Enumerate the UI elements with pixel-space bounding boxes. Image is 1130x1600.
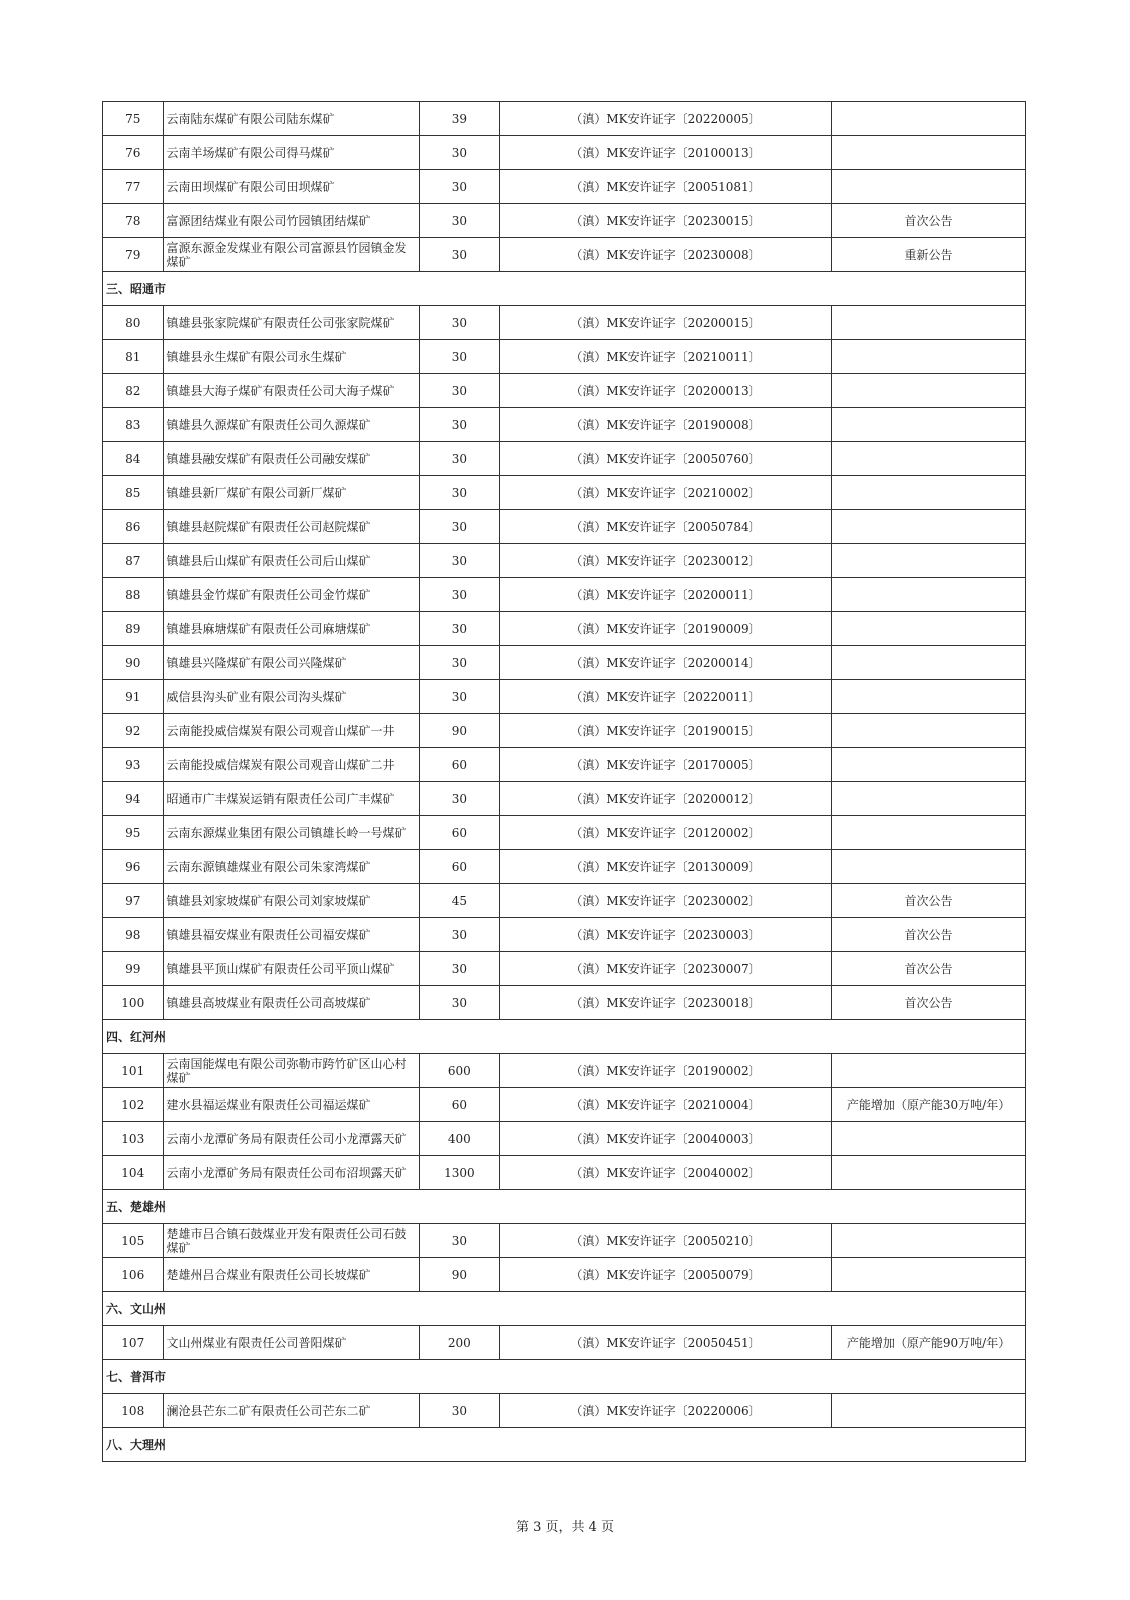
- row-number: 105: [103, 1224, 164, 1258]
- table-row: [103, 816, 1026, 850]
- section-header: 八、大理州: [103, 1428, 1026, 1462]
- remark: [832, 714, 1026, 748]
- table-row: [103, 986, 1026, 1020]
- mine-name: 镇雄县新厂煤矿有限公司新厂煤矿: [163, 476, 419, 510]
- mine-name: 云南国能煤电有限公司弥勒市跨竹矿区山心村煤矿: [163, 1054, 419, 1088]
- capacity-value: 60: [419, 850, 499, 884]
- mine-name: 云南陆东煤矿有限公司陆东煤矿: [163, 102, 419, 136]
- table-row: [103, 1088, 1026, 1122]
- remark: [832, 748, 1026, 782]
- capacity-value: 30: [419, 612, 499, 646]
- capacity-value: 30: [419, 986, 499, 1020]
- mine-name: 镇雄县平顶山煤矿有限责任公司平顶山煤矿: [163, 952, 419, 986]
- remark: 重新公告: [832, 238, 1026, 272]
- remark: [832, 782, 1026, 816]
- remark: [832, 1122, 1026, 1156]
- row-number: 102: [103, 1088, 164, 1122]
- page-footer: 第 3 页，共 4 页: [515, 1520, 615, 1535]
- row-number: 99: [103, 952, 164, 986]
- remark: [832, 442, 1026, 476]
- capacity-value: 200: [419, 1326, 499, 1360]
- capacity-value: 30: [419, 1224, 499, 1258]
- mine-name: 镇雄县兴隆煤矿有限公司兴隆煤矿: [163, 646, 419, 680]
- table-row: [103, 748, 1026, 782]
- mine-name: 昭通市广丰煤炭运销有限责任公司广丰煤矿: [163, 782, 419, 816]
- capacity-value: 30: [419, 476, 499, 510]
- row-number: 82: [103, 374, 164, 408]
- license-number: （滇）MK安许证字〔20220005〕: [499, 102, 831, 136]
- row-number: 77: [103, 170, 164, 204]
- row-number: 95: [103, 816, 164, 850]
- remark: [832, 646, 1026, 680]
- mine-name: 楚雄市吕合镇石鼓煤业开发有限责任公司石鼓煤矿: [163, 1224, 419, 1258]
- license-number: （滇）MK安许证字〔20220011〕: [499, 680, 831, 714]
- section-header-row: [103, 1190, 1026, 1224]
- license-number: （滇）MK安许证字〔20190015〕: [499, 714, 831, 748]
- table-row: [103, 374, 1026, 408]
- remark: [832, 578, 1026, 612]
- row-number: 92: [103, 714, 164, 748]
- mine-name: 富源东源金发煤业有限公司富源县竹园镇金发煤矿: [163, 238, 419, 272]
- row-number: 91: [103, 680, 164, 714]
- license-number: （滇）MK安许证字〔20200015〕: [499, 306, 831, 340]
- mine-name: 镇雄县永生煤矿有限公司永生煤矿: [163, 340, 419, 374]
- capacity-value: 30: [419, 170, 499, 204]
- table-row: [103, 544, 1026, 578]
- capacity-value: 60: [419, 1088, 499, 1122]
- license-number: （滇）MK安许证字〔20051081〕: [499, 170, 831, 204]
- license-number: （滇）MK安许证字〔20230002〕: [499, 884, 831, 918]
- capacity-value: 30: [419, 408, 499, 442]
- remark: [832, 340, 1026, 374]
- table-row: [103, 408, 1026, 442]
- license-number: （滇）MK安许证字〔20040002〕: [499, 1156, 831, 1190]
- capacity-value: 30: [419, 510, 499, 544]
- mine-name: 镇雄县金竹煤矿有限责任公司金竹煤矿: [163, 578, 419, 612]
- mine-name: 镇雄县福安煤业有限责任公司福安煤矿: [163, 918, 419, 952]
- row-number: 94: [103, 782, 164, 816]
- remark: [832, 408, 1026, 442]
- mine-name: 云南小龙潭矿务局有限责任公司小龙潭露天矿: [163, 1122, 419, 1156]
- section-header-row: [103, 1360, 1026, 1394]
- capacity-value: 45: [419, 884, 499, 918]
- capacity-value: 30: [419, 918, 499, 952]
- mine-name: 镇雄县刘家坡煤矿有限公司刘家坡煤矿: [163, 884, 419, 918]
- table-row: [103, 714, 1026, 748]
- mine-name: 建水县福运煤业有限责任公司福运煤矿: [163, 1088, 419, 1122]
- table-row: [103, 340, 1026, 374]
- row-number: 90: [103, 646, 164, 680]
- capacity-value: 30: [419, 340, 499, 374]
- table-row: [103, 1258, 1026, 1292]
- remark: [832, 544, 1026, 578]
- mine-name: 云南东源镇雄煤业有限公司朱家湾煤矿: [163, 850, 419, 884]
- license-number: （滇）MK安许证字〔20230007〕: [499, 952, 831, 986]
- capacity-value: 30: [419, 544, 499, 578]
- capacity-value: 30: [419, 136, 499, 170]
- table-row: [103, 1326, 1026, 1360]
- table-row: [103, 238, 1026, 272]
- capacity-value: 30: [419, 374, 499, 408]
- license-number: （滇）MK安许证字〔20050210〕: [499, 1224, 831, 1258]
- capacity-value: 30: [419, 1394, 499, 1428]
- mine-name: 云南小龙潭矿务局有限责任公司布沼坝露天矿: [163, 1156, 419, 1190]
- capacity-value: 60: [419, 748, 499, 782]
- remark: [832, 850, 1026, 884]
- remark: [832, 102, 1026, 136]
- section-header-row: [103, 1292, 1026, 1326]
- remark: [832, 510, 1026, 544]
- capacity-value: 90: [419, 1258, 499, 1292]
- remark: [832, 136, 1026, 170]
- mine-name: 镇雄县融安煤矿有限责任公司融安煤矿: [163, 442, 419, 476]
- capacity-value: 39: [419, 102, 499, 136]
- table-row: [103, 442, 1026, 476]
- table-row: [103, 918, 1026, 952]
- table-body: [103, 102, 1026, 1462]
- license-number: （滇）MK安许证字〔20230012〕: [499, 544, 831, 578]
- remark: [832, 306, 1026, 340]
- license-number: （滇）MK安许证字〔20230018〕: [499, 986, 831, 1020]
- row-number: 78: [103, 204, 164, 238]
- remark: [832, 170, 1026, 204]
- row-number: 86: [103, 510, 164, 544]
- remark: 首次公告: [832, 884, 1026, 918]
- section-header-row: [103, 272, 1026, 306]
- remark: 首次公告: [832, 952, 1026, 986]
- license-number: （滇）MK安许证字〔20230008〕: [499, 238, 831, 272]
- mine-name: 镇雄县张家院煤矿有限责任公司张家院煤矿: [163, 306, 419, 340]
- license-number: （滇）MK安许证字〔20210002〕: [499, 476, 831, 510]
- capacity-value: 90: [419, 714, 499, 748]
- mine-name: 云南能投威信煤炭有限公司观音山煤矿二井: [163, 748, 419, 782]
- table-row: [103, 1224, 1026, 1258]
- license-number: （滇）MK安许证字〔20050451〕: [499, 1326, 831, 1360]
- table-row: [103, 578, 1026, 612]
- license-number: （滇）MK安许证字〔20200013〕: [499, 374, 831, 408]
- license-number: （滇）MK安许证字〔20190009〕: [499, 612, 831, 646]
- mine-name: 镇雄县大海子煤矿有限责任公司大海子煤矿: [163, 374, 419, 408]
- row-number: 104: [103, 1156, 164, 1190]
- remark: [832, 374, 1026, 408]
- table-row: [103, 850, 1026, 884]
- row-number: 103: [103, 1122, 164, 1156]
- license-number: （滇）MK安许证字〔20210011〕: [499, 340, 831, 374]
- mine-name: 威信县沟头矿业有限公司沟头煤矿: [163, 680, 419, 714]
- license-number: （滇）MK安许证字〔20200014〕: [499, 646, 831, 680]
- row-number: 84: [103, 442, 164, 476]
- table-row: [103, 306, 1026, 340]
- section-header-row: [103, 1428, 1026, 1462]
- row-number: 108: [103, 1394, 164, 1428]
- license-number: （滇）MK安许证字〔20220006〕: [499, 1394, 831, 1428]
- row-number: 98: [103, 918, 164, 952]
- table-row: [103, 1122, 1026, 1156]
- remark: [832, 1054, 1026, 1088]
- coal-mine-table: [102, 101, 1026, 1462]
- remark: 首次公告: [832, 204, 1026, 238]
- row-number: 81: [103, 340, 164, 374]
- remark: 产能增加（原产能90万吨/年）: [832, 1326, 1026, 1360]
- row-number: 85: [103, 476, 164, 510]
- capacity-value: 30: [419, 680, 499, 714]
- license-number: （滇）MK安许证字〔20230015〕: [499, 204, 831, 238]
- capacity-value: 400: [419, 1122, 499, 1156]
- mine-name: 富源团结煤业有限公司竹园镇团结煤矿: [163, 204, 419, 238]
- remark: 首次公告: [832, 918, 1026, 952]
- mine-name: 镇雄县久源煤矿有限责任公司久源煤矿: [163, 408, 419, 442]
- row-number: 106: [103, 1258, 164, 1292]
- remark: [832, 680, 1026, 714]
- row-number: 88: [103, 578, 164, 612]
- section-header: 四、红河州: [103, 1020, 1026, 1054]
- mine-name: 文山州煤业有限责任公司普阳煤矿: [163, 1326, 419, 1360]
- license-number: （滇）MK安许证字〔20120002〕: [499, 816, 831, 850]
- table-row: [103, 170, 1026, 204]
- row-number: 76: [103, 136, 164, 170]
- remark: [832, 1258, 1026, 1292]
- table-row: [103, 782, 1026, 816]
- license-number: （滇）MK安许证字〔20200012〕: [499, 782, 831, 816]
- license-number: （滇）MK安许证字〔20050079〕: [499, 1258, 831, 1292]
- remark: 首次公告: [832, 986, 1026, 1020]
- mine-name: 镇雄县高坡煤业有限责任公司高坡煤矿: [163, 986, 419, 1020]
- license-number: （滇）MK安许证字〔20130009〕: [499, 850, 831, 884]
- row-number: 97: [103, 884, 164, 918]
- table-row: [103, 1156, 1026, 1190]
- mine-name: 澜沧县芒东二矿有限责任公司芒东二矿: [163, 1394, 419, 1428]
- table-row: [103, 1394, 1026, 1428]
- row-number: 96: [103, 850, 164, 884]
- row-number: 100: [103, 986, 164, 1020]
- mine-name: 云南能投威信煤炭有限公司观音山煤矿一井: [163, 714, 419, 748]
- license-number: （滇）MK安许证字〔20190002〕: [499, 1054, 831, 1088]
- table-row: [103, 510, 1026, 544]
- table-row: [103, 884, 1026, 918]
- capacity-value: 30: [419, 782, 499, 816]
- capacity-value: 30: [419, 578, 499, 612]
- mine-name: 镇雄县后山煤矿有限责任公司后山煤矿: [163, 544, 419, 578]
- table-row: [103, 1054, 1026, 1088]
- table-row: [103, 476, 1026, 510]
- capacity-value: 30: [419, 646, 499, 680]
- row-number: 83: [103, 408, 164, 442]
- section-header: 五、楚雄州: [103, 1190, 1026, 1224]
- remark: 产能增加（原产能30万吨/年）: [832, 1088, 1026, 1122]
- capacity-value: 30: [419, 238, 499, 272]
- mine-name: 楚雄州吕合煤业有限责任公司长坡煤矿: [163, 1258, 419, 1292]
- license-number: （滇）MK安许证字〔20210004〕: [499, 1088, 831, 1122]
- row-number: 107: [103, 1326, 164, 1360]
- remark: [832, 1224, 1026, 1258]
- row-number: 89: [103, 612, 164, 646]
- capacity-value: 600: [419, 1054, 499, 1088]
- remark: [832, 612, 1026, 646]
- license-number: （滇）MK安许证字〔20040003〕: [499, 1122, 831, 1156]
- license-number: （滇）MK安许证字〔20050760〕: [499, 442, 831, 476]
- remark: [832, 476, 1026, 510]
- row-number: 93: [103, 748, 164, 782]
- capacity-value: 30: [419, 442, 499, 476]
- row-number: 87: [103, 544, 164, 578]
- license-number: （滇）MK安许证字〔20100013〕: [499, 136, 831, 170]
- table-row: [103, 952, 1026, 986]
- row-number: 79: [103, 238, 164, 272]
- capacity-value: 30: [419, 952, 499, 986]
- capacity-value: 1300: [419, 1156, 499, 1190]
- capacity-value: 30: [419, 306, 499, 340]
- section-header: 三、昭通市: [103, 272, 1026, 306]
- remark: [832, 1394, 1026, 1428]
- section-header: 七、普洱市: [103, 1360, 1026, 1394]
- table-row: [103, 612, 1026, 646]
- row-number: 101: [103, 1054, 164, 1088]
- table-row: [103, 646, 1026, 680]
- section-header: 六、文山州: [103, 1292, 1026, 1326]
- license-number: （滇）MK安许证字〔20190008〕: [499, 408, 831, 442]
- remark: [832, 1156, 1026, 1190]
- table-row: [103, 102, 1026, 136]
- section-header-row: [103, 1020, 1026, 1054]
- license-number: （滇）MK安许证字〔20170005〕: [499, 748, 831, 782]
- mine-name: 镇雄县赵院煤矿有限责任公司赵院煤矿: [163, 510, 419, 544]
- capacity-value: 30: [419, 204, 499, 238]
- license-number: （滇）MK安许证字〔20200011〕: [499, 578, 831, 612]
- row-number: 80: [103, 306, 164, 340]
- table-row: [103, 136, 1026, 170]
- mine-name: 云南田坝煤矿有限公司田坝煤矿: [163, 170, 419, 204]
- license-number: （滇）MK安许证字〔20230003〕: [499, 918, 831, 952]
- license-number: （滇）MK安许证字〔20050784〕: [499, 510, 831, 544]
- table-row: [103, 680, 1026, 714]
- mine-name: 云南羊场煤矿有限公司得马煤矿: [163, 136, 419, 170]
- remark: [832, 816, 1026, 850]
- mine-name: 云南东源煤业集团有限公司镇雄长岭一号煤矿: [163, 816, 419, 850]
- mine-name: 镇雄县麻塘煤矿有限责任公司麻塘煤矿: [163, 612, 419, 646]
- capacity-value: 60: [419, 816, 499, 850]
- table-row: [103, 204, 1026, 238]
- row-number: 75: [103, 102, 164, 136]
